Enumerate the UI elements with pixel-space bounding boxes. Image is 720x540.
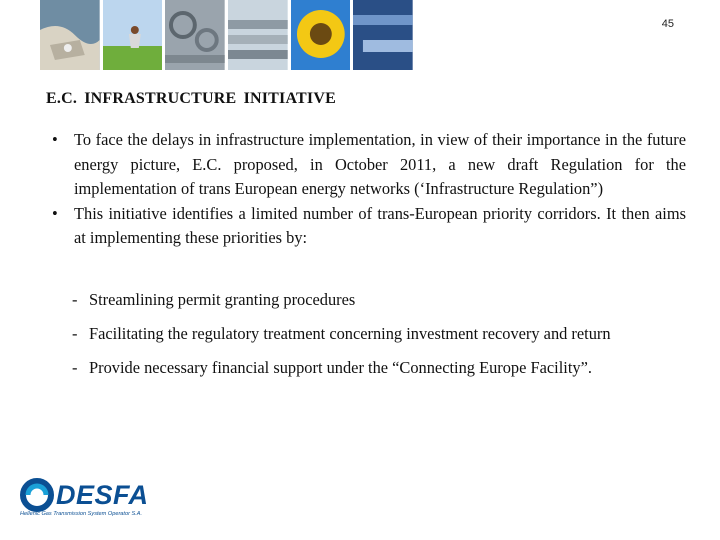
bullet-marker: •	[52, 203, 58, 223]
sub-item-marker: -	[72, 358, 78, 377]
blue-pipes-photo	[353, 0, 413, 70]
sub-item-text: Facilitating the regulatory treatment concerning investment recovery and return	[89, 324, 611, 343]
coastline-terminal-photo	[40, 0, 100, 70]
bullet-text: To face the delays in infrastructure implementation, in view of their importance in the future energy picture, E.C. proposed, in October 2011, a new draft Regulation for the implementation of trans European energy networks (‘Infrastructure Regulation”)	[74, 130, 686, 198]
slide-title: E.C. INFRASTRUCTURE INITIATIVE	[46, 90, 336, 107]
bullet-item	[52, 202, 686, 251]
desfa-logo-mark-icon	[18, 478, 58, 512]
sub-item	[72, 288, 687, 311]
pipeline-valves-photo	[165, 0, 225, 70]
sunflower-photo	[291, 0, 351, 70]
sub-item-list	[72, 288, 687, 390]
logo-tagline: Hellenic Gas Transmission System Operator S.A.	[20, 511, 143, 517]
bullet-list	[52, 128, 686, 251]
sub-item	[72, 356, 687, 379]
sub-item	[72, 322, 687, 345]
pipelines-photo	[228, 0, 288, 70]
bullet-text: This initiative identifies a limited number of trans-European priority corridors. It then aims at implementing these priorities by:	[74, 203, 686, 247]
sub-item-marker: -	[72, 290, 78, 309]
bullet-marker: •	[52, 130, 58, 149]
person-in-field-photo	[103, 0, 163, 70]
header-photo-banner	[40, 0, 413, 70]
sub-item-text: Streamlining permit granting procedures	[89, 290, 356, 309]
logo-wordmark: DESFA	[56, 480, 149, 510]
desfa-logo	[18, 478, 178, 524]
bullet-item	[52, 128, 686, 202]
sub-item-marker: -	[72, 324, 78, 343]
page-number: 45	[661, 18, 674, 30]
sub-item-text: Provide necessary financial support under the “Connecting Europe Facility”.	[89, 358, 592, 377]
